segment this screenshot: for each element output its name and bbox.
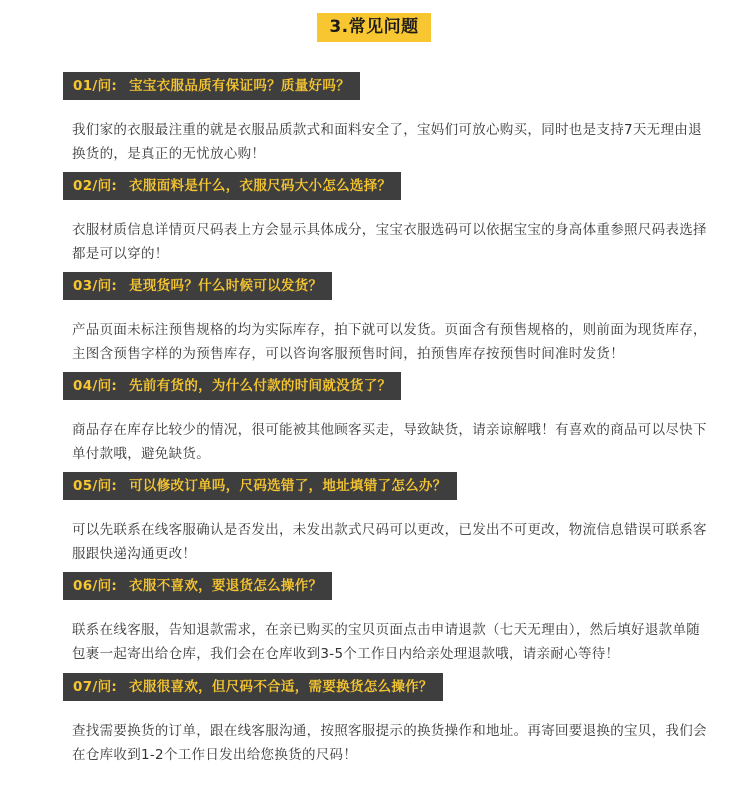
faq-item-5 bbox=[63, 472, 713, 566]
answer-text: 查找需要换货的订单，跟在线客服沟通，按照客服提示的换货操作和地址。再寄回要退换的宝贝，我们会在仓库收到1-2个工作日发出给您换货的尺码！ bbox=[72, 723, 707, 763]
answer-text: 商品存在库存比较少的情况，很可能被其他顾客买走，导致缺货，请亲谅解哦！有喜欢的商品可以尽快下单付款哦，避免缺货。 bbox=[72, 422, 707, 462]
question-bar bbox=[63, 572, 332, 600]
question-bar bbox=[63, 172, 401, 200]
question-number: 01/问: bbox=[73, 78, 118, 94]
question-bar bbox=[63, 673, 443, 701]
question-number: 05/问: bbox=[73, 478, 118, 494]
answer-text: 产品页面未标注预售规格的均为实际库存，拍下就可以发货。页面含有预售规格的，则前面为现货库存，主图含预售字样的为预售库存，可以咨询客服预售时间，拍预售库存按预售时间准时发货！ bbox=[72, 322, 707, 362]
answer-text: 联系在线客服，告知退款需求，在亲已购买的宝贝页面点击申请退款（七天无理由），然后填好退款单随包裹一起寄出给仓库，我们会在仓库收到3-5个工作日内给亲处理退款哦，请亲耐心等待！ bbox=[72, 622, 701, 662]
question-number: 03/问: bbox=[73, 278, 118, 294]
question-number: 06/问: bbox=[73, 578, 118, 594]
faq-item-7 bbox=[63, 673, 713, 767]
question-number: 04/问: bbox=[73, 378, 118, 394]
faq-item-1 bbox=[63, 72, 713, 166]
question-number: 07/问: bbox=[73, 679, 118, 695]
faq-item-4 bbox=[63, 372, 713, 466]
question-text: 衣服不喜欢，要退货怎么操作？ bbox=[129, 578, 323, 594]
answer-text: 可以先联系在线客服确认是否发出，未发出款式尺码可以更改，已发出不可更改，物流信息错误可联系客服跟快递沟通更改！ bbox=[72, 522, 707, 562]
question-text: 先前有货的，为什么付款的时间就没货了？ bbox=[129, 378, 392, 394]
question-text: 衣服面料是什么，衣服尺码大小怎么选择？ bbox=[129, 178, 392, 194]
answer-text: 我们家的衣服最注重的就是衣服品质款式和面料安全了，宝妈们可放心购买，同时也是支持7天无理由退换货的，是真正的无忧放心购！ bbox=[72, 122, 702, 162]
question-bar bbox=[63, 372, 401, 400]
question-text: 可以修改订单吗，尺码选错了，地址填错了怎么办？ bbox=[129, 478, 447, 494]
faq-item-2 bbox=[63, 172, 713, 266]
answer-text: 衣服材质信息详情页尺码表上方会显示具体成分，宝宝衣服选码可以依据宝宝的身高体重参照尺码表选择都是可以穿的！ bbox=[72, 222, 707, 262]
page-title: 3.常见问题 bbox=[317, 13, 431, 42]
question-text: 是现货吗？什么时候可以发货？ bbox=[129, 278, 323, 294]
question-bar bbox=[63, 272, 332, 300]
question-bar bbox=[63, 472, 457, 500]
question-number: 02/问: bbox=[73, 178, 118, 194]
question-text: 衣服很喜欢，但尺码不合适，需要换货怎么操作？ bbox=[129, 679, 433, 695]
question-bar bbox=[63, 72, 360, 100]
faq-item-6 bbox=[63, 572, 713, 666]
faq-item-3 bbox=[63, 272, 713, 366]
question-text: 宝宝衣服品质有保证吗？质量好吗？ bbox=[129, 78, 350, 94]
